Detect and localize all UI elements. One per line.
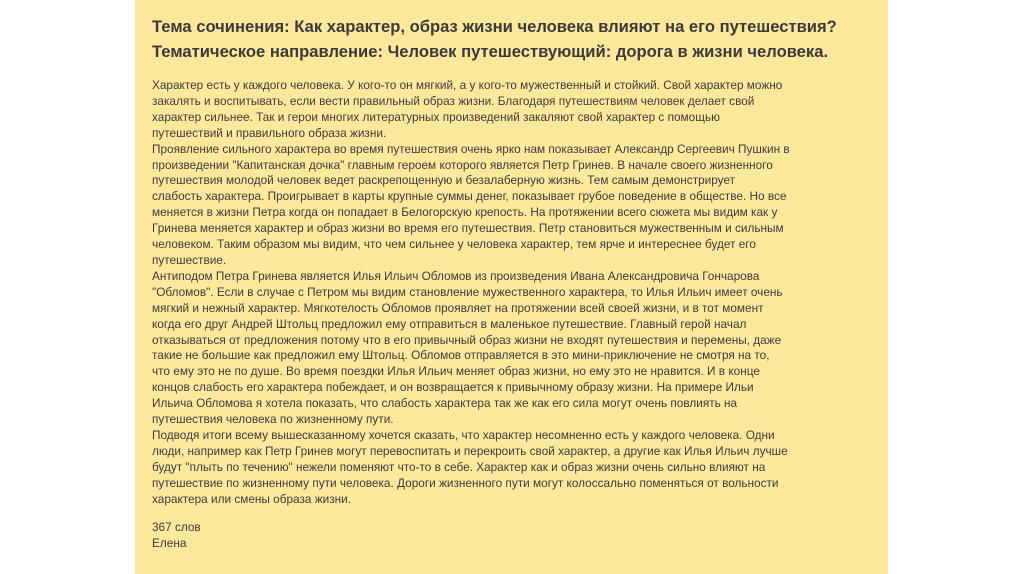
essay-line: путешествий и правильного образа жизни. <box>152 125 387 140</box>
essay-line: мягкий и нежный характер. Мягкотелость Обломов проявляет на протяжении всей своей жизни, и в тот момент <box>152 300 764 315</box>
author-name: Елена <box>152 535 187 550</box>
essay-line: отказываться от предложения потому что в его привычный образ жизни не входят путешествия и перемены, даже <box>152 332 782 347</box>
essay-line: Ильича Обломова я хотела показать, что слабость характера так же как его сила могут очень повлиять на <box>152 396 738 411</box>
essay-line: будут "плыть по течению" нежели поменяют что-то в себе. Характер как и образ жизни очень сильно влияют на <box>152 459 766 474</box>
essay-line: путешествие. <box>152 252 227 267</box>
essay-line: Проявление сильного характера во время путешествия очень ярко нам показывает Александр Сергеевич Пушкин в <box>152 141 790 156</box>
essay-line: Антиподом Петра Гринева является Илья Ильич Обломов из произведения Ивана Александровича Гончарова <box>152 268 760 283</box>
essay-line: такие не большие как предложил ему Штольц. Обломов отправляется в это мини-приключение не смотря на то, <box>152 348 770 363</box>
essay-line: меняется в жизни Петра когда он попадает в Белогорскую крепость. На протяжении всего сюжета мы видим как у <box>152 205 778 220</box>
title-line-topic: Тема сочинения: Как характер, образ жизни человека влияют на его путешествия? <box>152 17 837 36</box>
essay-line: путешествия молодой человек ведет раскрепощенную и безалаберную жизнь. Тем самым демонстрирует <box>152 173 736 188</box>
essay-line: человеком. Таким образом мы видим, что чем сильнее у человека характер, тем ярче и интереснее будет его <box>152 237 756 252</box>
essay-line: слабость характера. Проигрывает в карты крупные суммы денег, показывает грубое поведение в обществе. Но все <box>152 189 787 204</box>
essay-line: характер сильнее. Так и герои многих литературных произведений закаляют свой характер с помощью <box>152 109 720 124</box>
essay-body <box>152 78 880 507</box>
essay-line: характера или смены образа жизни. <box>152 491 351 506</box>
slide-title <box>152 14 882 64</box>
essay-line: люди, например как Петр Гринев могут перевоспитать и перекроить свой характер, а другие как Илья Ильич лучше <box>152 443 788 458</box>
essay-line: концов слабость его характера побеждает, и он возвращается к привычному образу жизни. На примере Ильи <box>152 380 754 395</box>
essay-line: закалять и воспитывать, если вести правильный образ жизни. Благодаря путешествиям человек делает свой <box>152 93 755 108</box>
slide <box>135 0 888 574</box>
essay-line: путешествие по жизненному пути человека. Дороги жизненного пути могут колоссально поменяться от вольности <box>152 475 779 490</box>
essay-line: Гринева меняется характер и образ жизни во время его путешествия. Петр становиться мужественным и сильным <box>152 221 784 236</box>
essay-line: путешествия человека по жизненному пути. <box>152 412 394 427</box>
word-count: 367 слов <box>152 520 201 534</box>
essay-line: Характер есть у каждого человека. У кого-то он мягкий, а у кого-то мужественный и стойкий. Свой характер можно <box>152 78 783 92</box>
essay-line: когда его друг Андрей Штольц предложил ему отправиться в маленькое путешествие. Главный герой начал <box>152 316 747 331</box>
title-line-direction: Тематическое направление: Человек путешествующий: дорога в жизни человека. <box>152 42 829 61</box>
essay-line: "Обломов". Если в случае с Петром мы видим становление мужественного характера, то Илья Ильич имеет очень <box>152 284 783 299</box>
essay-line: произведении "Капитанская дочка" главным героем которого является Петр Гринев. В начале своего жизненного <box>152 157 773 172</box>
essay-line: Подводя итоги всему вышесказанному хочется сказать, что характер несомненно есть у каждого человека. Одни <box>152 427 775 442</box>
essay-line: что ему это не по душе. Во время поездки Илья Ильич меняет образ жизни, но ему это не нравится. И в конце <box>152 364 760 379</box>
essay-signature <box>152 520 201 552</box>
